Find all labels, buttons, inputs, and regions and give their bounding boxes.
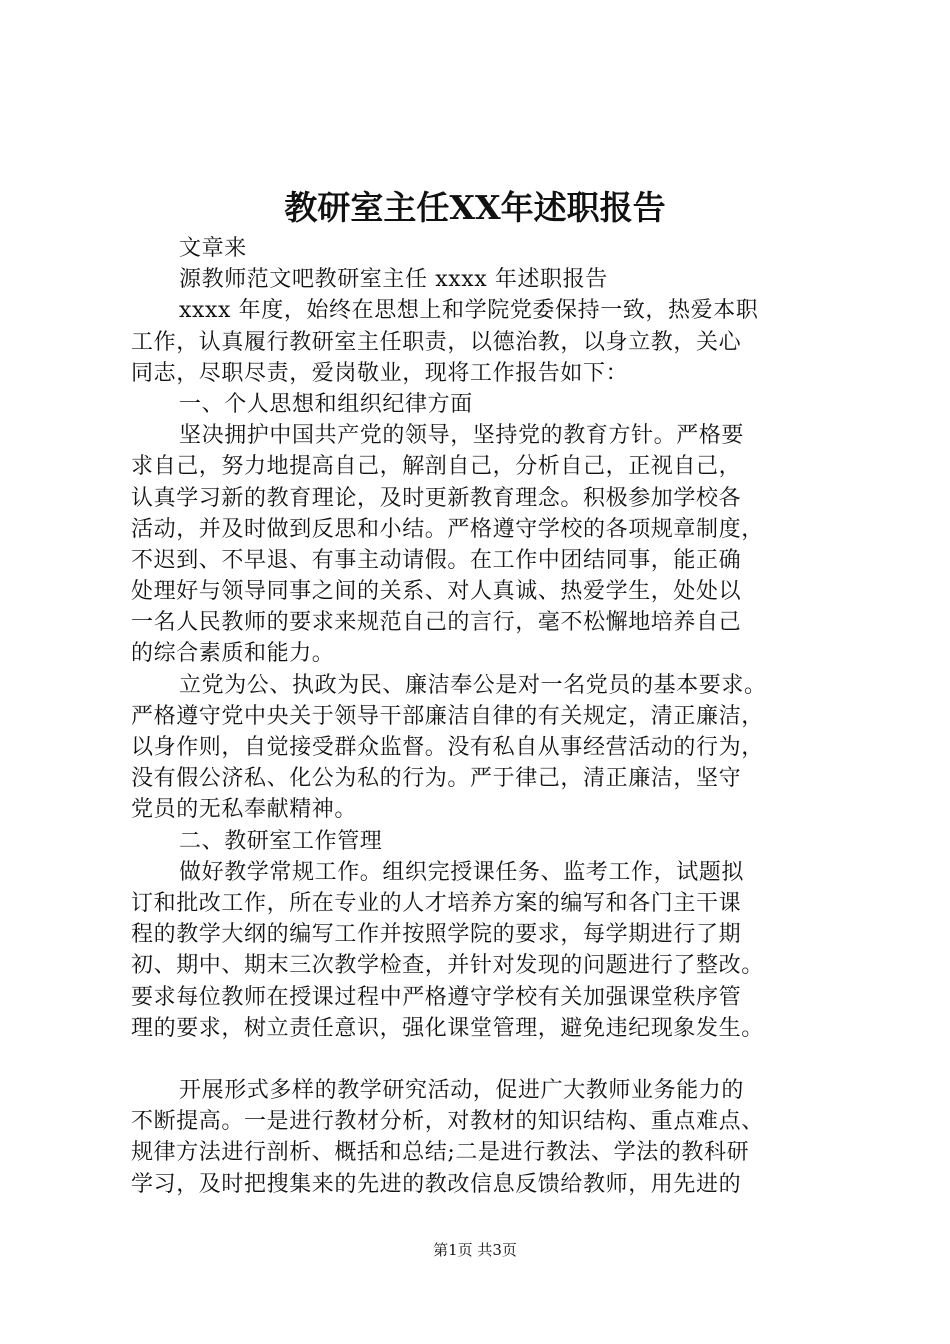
text-line (131, 1044, 856, 1075)
text-line: xxxx 年度，始终在思想上和学院党委保持一致，热爱本职 (179, 298, 759, 324)
text-line: 一名人民教师的要求来规范自己的言行，毫不松懈地培养自己 (131, 610, 742, 636)
text-line: 坚决拥护中国共产党的领导，坚持党的教育方针。严格要 (179, 423, 745, 449)
text-line: 处理好与领导同事之间的关系、对人真诚、热爱学生，处处以 (131, 579, 742, 605)
text-line: 一、个人思想和组织纪律方面 (179, 391, 473, 417)
text-line: 的综合素质和能力。 (131, 641, 335, 667)
text-line: 源教师范文吧教研室主任 xxxx 年述职报告 (179, 267, 608, 293)
text-line: 开展形式多样的教学研究活动，促进广大教师业务能力的 (179, 1078, 745, 1104)
page-footer: 第1页 共3页 (433, 1241, 517, 1259)
text-line: 做好教学常规工作。组织完授课任务、监考工作，试题拟 (179, 859, 745, 885)
text-line: 不断提高。一是进行教材分析，对教材的知识结构、重点难点、 (131, 1109, 764, 1135)
text-line: 求自己，努力地提高自己，解剖自己，分析自己，正视自己， (131, 454, 742, 480)
text-line: 立党为公、执政为民、廉洁奉公是对一名党员的基本要求。 (179, 672, 767, 698)
text-line: 二、教研室工作管理 (179, 828, 383, 854)
text-line: 规律方法进行剖析、概括和总结;二是进行教法、学法的教科研 (131, 1140, 750, 1166)
text-line: 不迟到、不早退、有事主动请假。在工作中团结同事，能正确 (131, 547, 742, 573)
text-line: 以身作则，自觉接受群众监督。没有私自从事经营活动的行为， (131, 735, 764, 760)
text-line: 党员的无私奉献精神。 (131, 797, 358, 823)
text-line: 初、期中、期末三次教学检查，并针对发现的问题进行了整改。 (131, 953, 764, 979)
document-title: 教研室主任XX年述职报告 (284, 188, 666, 227)
text-line: 订和批改工作，所在专业的人才培养方案的编写和各门主干课 (131, 890, 742, 916)
text-line: 认真学习新的教育理论，及时更新教育理念。积极参加学校各 (131, 485, 742, 511)
text-line: 文章来 (179, 236, 247, 261)
text-line: 同志，尽职尽责，爱岗敬业，现将工作报告如下： (131, 360, 629, 386)
text-line: 程的教学大纲的编写工作并按照学院的要求，每学期进行了期 (131, 922, 742, 948)
text-line: 学习，及时把搜集来的先进的教改信息反馈给教师，用先进的 (131, 1171, 742, 1197)
text-line: 没有假公济私、化公为私的行为。严于律己，清正廉洁，坚守 (131, 766, 742, 792)
text-line: 严格遵守党中央关于领导干部廉洁自律的有关规定，清正廉洁， (131, 703, 764, 729)
text-line: 工作，认真履行教研室主任职责，以德治教，以身立教，关心 (131, 329, 742, 355)
document-body (131, 233, 856, 1200)
text-line: 理的要求，树立责任意识，强化课堂管理，避免违纪现象发生。 (131, 1015, 764, 1041)
text-line: 活动，并及时做到反思和小结。严格遵守学校的各项规章制度， (131, 516, 764, 542)
text-line: 要求每位教师在授课过程中严格遵守学校有关加强课堂秩序管 (131, 984, 742, 1010)
